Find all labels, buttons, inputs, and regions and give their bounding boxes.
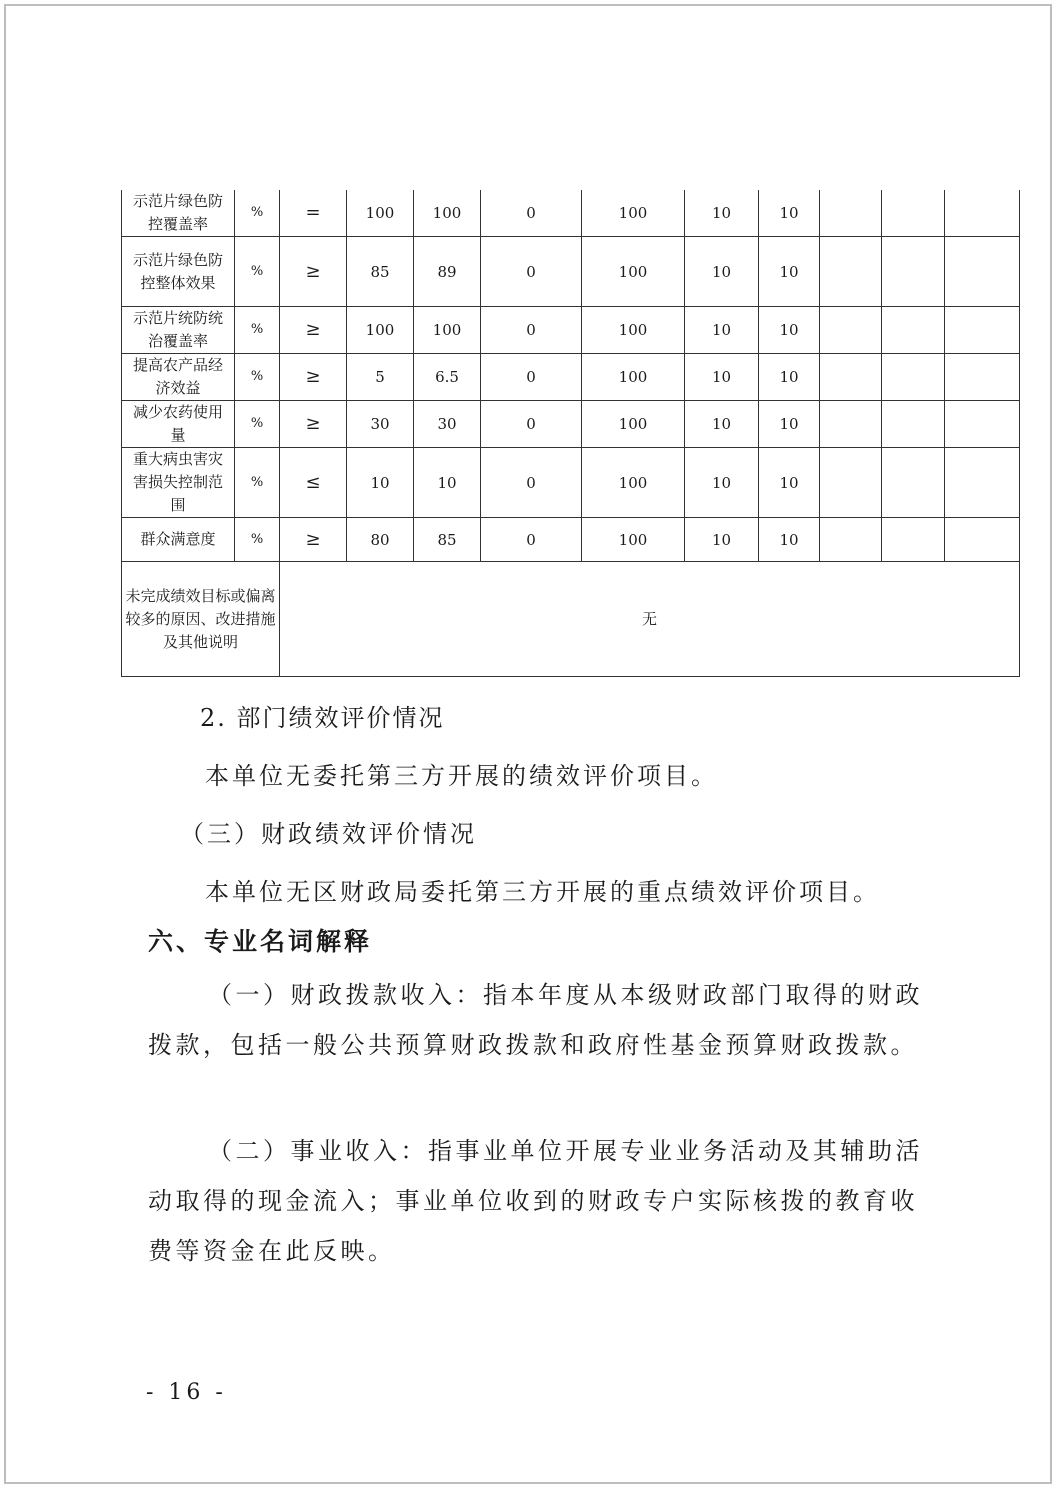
table-cell-op: ≥ (280, 354, 347, 401)
table-cell-c7: 10 (685, 401, 759, 448)
table-cell-actual: 100 (414, 307, 481, 354)
table-cell-empty (820, 307, 882, 354)
table-cell-op: ≥ (280, 237, 347, 307)
table-cell-c6: 100 (582, 307, 685, 354)
table-cell-empty (820, 448, 882, 518)
table-cell-c8: 10 (759, 190, 820, 237)
table-cell-c6: 100 (582, 448, 685, 518)
table-cell-target: 100 (347, 307, 414, 354)
table-cell-actual: 85 (414, 518, 481, 562)
table-cell-empty (945, 401, 1020, 448)
table-cell-c7: 10 (685, 354, 759, 401)
table-row (122, 237, 1020, 307)
table-cell-op: ≥ (280, 401, 347, 448)
table-cell-unit: % (235, 518, 280, 562)
table-cell-c7: 10 (685, 307, 759, 354)
table-row (122, 448, 1020, 518)
table-cell-target: 10 (347, 448, 414, 518)
table-cell-actual: 100 (414, 190, 481, 237)
table-cell-empty (820, 190, 882, 237)
table-cell-empty (882, 237, 945, 307)
note-value: 无 (280, 562, 1020, 677)
table-cell-empty (820, 518, 882, 562)
table-cell-empty (945, 448, 1020, 518)
table-cell-actual: 89 (414, 237, 481, 307)
performance-table (121, 190, 1020, 677)
table-cell-empty (820, 401, 882, 448)
table-cell-unit: % (235, 307, 280, 354)
table-cell-c5: 0 (481, 190, 582, 237)
table-cell-op: ≥ (280, 307, 347, 354)
table-cell-c8: 10 (759, 354, 820, 401)
table-cell-c7: 10 (685, 518, 759, 562)
section-3-title: （三）财政绩效评价情况 (180, 820, 477, 848)
section-3-body: 本单位无区财政局委托第三方开展的重点绩效评价项目。 (205, 878, 880, 906)
table-cell-name: 提高农产品经济效益 (122, 354, 235, 401)
table-cell-c5: 0 (481, 448, 582, 518)
section-2-title: 2. 部门绩效评价情况 (200, 704, 445, 732)
table-cell-c6: 100 (582, 190, 685, 237)
table-cell-c7: 10 (685, 237, 759, 307)
table-cell-name: 示范片统防统治覆盖率 (122, 307, 235, 354)
table-cell-c6: 100 (582, 518, 685, 562)
table-cell-target: 100 (347, 190, 414, 237)
table-cell-c5: 0 (481, 237, 582, 307)
table-cell-c8: 10 (759, 307, 820, 354)
table-cell-op: ≥ (280, 518, 347, 562)
table-cell-target: 80 (347, 518, 414, 562)
table-cell-c6: 100 (582, 237, 685, 307)
table-cell-target: 5 (347, 354, 414, 401)
paragraph-fiscal-income: （一）财政拨款收入：指本年度从本级财政部门取得的财政拨款，包括一般公共预算财政拨款和政府性基金预算财政拨款。 (148, 981, 923, 1059)
table-cell-name: 重大病虫害灾害损失控制范围 (122, 448, 235, 518)
table-row (122, 401, 1020, 448)
table-cell-empty (945, 237, 1020, 307)
table-row (122, 518, 1020, 562)
table-cell-c7: 10 (685, 448, 759, 518)
section-2-body: 本单位无委托第三方开展的绩效评价项目。 (205, 762, 718, 790)
note-label: 未完成绩效目标或偏离较多的原因、改进措施及其他说明 (122, 562, 280, 677)
table-cell-empty (820, 354, 882, 401)
table-cell-empty (882, 448, 945, 518)
table-cell-c6: 100 (582, 401, 685, 448)
table-row (122, 307, 1020, 354)
table-cell-c5: 0 (481, 518, 582, 562)
table-cell-name: 减少农药使用量 (122, 401, 235, 448)
table-cell-c5: 0 (481, 354, 582, 401)
table-cell-op: ≤ (280, 448, 347, 518)
note-row (122, 562, 1020, 677)
table-cell-empty (945, 518, 1020, 562)
table-cell-c8: 10 (759, 401, 820, 448)
table-cell-empty (882, 307, 945, 354)
table-cell-empty (945, 307, 1020, 354)
table-row (122, 190, 1020, 237)
table-cell-c8: 10 (759, 518, 820, 562)
page-number: - 16 - (146, 1380, 227, 1405)
table-cell-actual: 6.5 (414, 354, 481, 401)
table-cell-target: 85 (347, 237, 414, 307)
table-cell-empty (882, 354, 945, 401)
table-cell-unit: % (235, 401, 280, 448)
section-6-title: 六、专业名词解释 (148, 927, 373, 956)
table-cell-name: 群众满意度 (122, 518, 235, 562)
table-cell-actual: 30 (414, 401, 481, 448)
table-cell-c5: 0 (481, 401, 582, 448)
table-cell-empty (945, 354, 1020, 401)
table-cell-c8: 10 (759, 448, 820, 518)
table-cell-empty (945, 190, 1020, 237)
table-cell-name: 示范片绿色防控覆盖率 (122, 190, 235, 237)
table-cell-op: = (280, 190, 347, 237)
table-cell-c6: 100 (582, 354, 685, 401)
table-cell-empty (882, 401, 945, 448)
table-cell-unit: % (235, 354, 280, 401)
table-cell-empty (882, 518, 945, 562)
table-cell-c5: 0 (481, 307, 582, 354)
paragraph-business-income: （二）事业收入：指事业单位开展专业业务活动及其辅助活动取得的现金流入；事业单位收到的财政专户实际核拨的教育收费等资金在此反映。 (148, 1137, 923, 1265)
table-cell-target: 30 (347, 401, 414, 448)
table-cell-name: 示范片绿色防控整体效果 (122, 237, 235, 307)
table-cell-unit: % (235, 448, 280, 518)
table-row (122, 354, 1020, 401)
table-cell-c8: 10 (759, 237, 820, 307)
table-cell-actual: 10 (414, 448, 481, 518)
table-cell-empty (882, 190, 945, 237)
table-cell-c7: 10 (685, 190, 759, 237)
table-cell-empty (820, 237, 882, 307)
table-cell-unit: % (235, 190, 280, 237)
table-cell-unit: % (235, 237, 280, 307)
